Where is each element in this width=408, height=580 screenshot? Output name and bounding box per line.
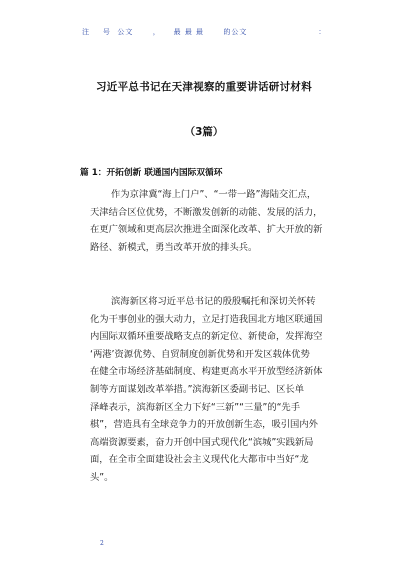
paragraph-line: 路径、新模式，勇当改革开放的排头兵。 — [90, 241, 258, 253]
paragraph-line: 棋”，营造具有全球竞争力的开放创新生态，吸引国内外 — [90, 419, 318, 431]
paragraph-line: ‘两港’资源优势、自贸制度创新优势和开发区载体优势 — [90, 348, 310, 360]
paragraph-line: 天津结合区位优势，不断激发创新的动能、发展的活力， — [90, 206, 323, 218]
header-text: 注 号 公文 ， 最 最 最 的公文 ： — [82, 28, 327, 36]
paragraph-line: 内国际双循环重要战略支点的新定位、新使命，发挥海空 — [90, 331, 323, 343]
paragraph-line: 制等方面谋划改革举措。”滨海新区委副书记、区长单 — [90, 383, 304, 395]
paragraph-line: 作为京津冀“海上门户”、“一带一路”海陆交汇点， — [111, 189, 317, 200]
paragraph-line: 高端资源要素，奋力开创中国式现代化“滨城”实践新局 — [90, 436, 314, 448]
paragraph-line: 化为干事创业的强大动力，立足打造我国北方地区联通国 — [90, 313, 323, 325]
document-title: 习近平总书记在天津视察的重要讲话研讨材料 — [96, 81, 312, 93]
footer-page-mark: 2 — [100, 540, 104, 547]
paragraph-line: 滨海新区将习近平总书记的殷殷嘱托和深切关怀转 — [111, 296, 316, 307]
paragraph-1 — [90, 186, 335, 256]
paragraph-line: 头”。 — [90, 471, 114, 483]
paragraph-line: 面，在全市全面建设社会主义现代化大都市中当好“龙 — [90, 454, 309, 466]
document-subtitle: （3篇） — [184, 126, 224, 138]
section-heading: 篇 1：开拓创新 联通国内国际双循环 — [80, 168, 223, 178]
paragraph-line: 在健全市场经济基础制度、构建更高水平开放型经济新体 — [90, 366, 323, 378]
paragraph-line: 在更广领域和更高层次推进全面深化改革、扩大开放的新 — [90, 224, 323, 236]
paragraph-line: 泽峰表示，滨海新区全力下好“三新”“三量”的“先手 — [90, 401, 301, 413]
paragraph-2 — [90, 293, 335, 487]
